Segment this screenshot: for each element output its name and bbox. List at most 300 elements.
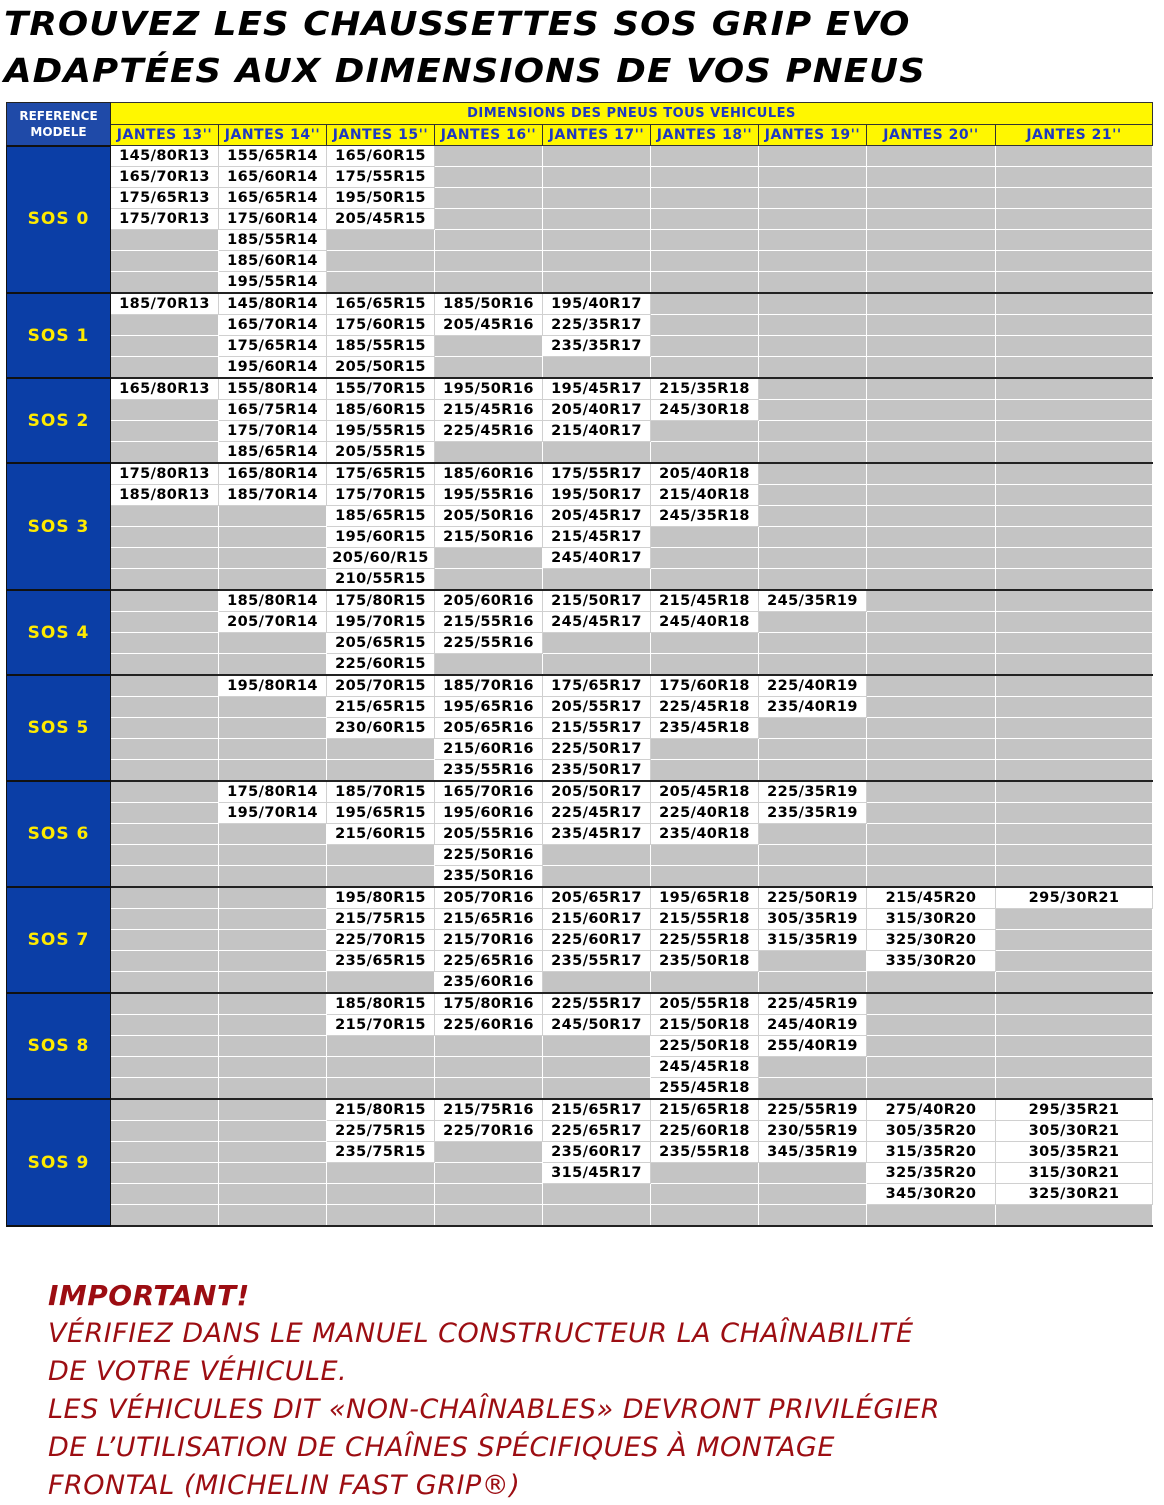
tire-size-cell: 215/65R17 [543, 1099, 651, 1121]
table-row [7, 1121, 1153, 1142]
empty-cell [867, 654, 996, 676]
tire-size-cell: 205/50R16 [435, 506, 543, 527]
tire-size-cell: 215/55R18 [651, 909, 759, 930]
tire-size-cell: 175/65R17 [543, 675, 651, 697]
tire-size-cell: 235/55R18 [651, 1142, 759, 1163]
empty-cell [651, 527, 759, 548]
tire-size-cell: 205/45R15 [327, 209, 435, 230]
empty-cell [651, 845, 759, 866]
empty-cell [651, 146, 759, 167]
empty-cell [759, 824, 867, 845]
empty-cell [219, 1184, 327, 1205]
empty-cell [996, 654, 1153, 676]
tire-size-cell: 205/50R15 [327, 357, 435, 379]
empty-cell [759, 1184, 867, 1205]
empty-cell [327, 972, 435, 994]
tire-size-cell: 215/75R16 [435, 1099, 543, 1121]
empty-cell [867, 336, 996, 357]
empty-cell [543, 230, 651, 251]
empty-cell [867, 633, 996, 654]
tire-size-cell: 165/70R14 [219, 315, 327, 336]
tire-size-cell: 245/35R19 [759, 590, 867, 612]
tire-size-cell: 235/45R18 [651, 718, 759, 739]
empty-cell [219, 718, 327, 739]
empty-cell [651, 230, 759, 251]
tire-size-cell: 315/45R17 [543, 1163, 651, 1184]
table-row [7, 188, 1153, 209]
tire-size-cell: 205/55R18 [651, 993, 759, 1015]
tire-size-cell: 195/65R15 [327, 803, 435, 824]
empty-cell [759, 760, 867, 782]
tire-size-cell: 195/55R14 [219, 272, 327, 294]
empty-cell [327, 845, 435, 866]
tire-size-cell: 230/55R19 [759, 1121, 867, 1142]
tire-size-cell: 205/65R16 [435, 718, 543, 739]
table-row [7, 548, 1153, 569]
tire-size-cell: 235/40R19 [759, 697, 867, 718]
empty-cell [111, 1057, 219, 1078]
empty-cell [111, 909, 219, 930]
empty-cell [996, 590, 1153, 612]
tire-size-cell: 195/40R17 [543, 293, 651, 315]
empty-cell [327, 739, 435, 760]
tire-size-cell: 235/55R16 [435, 760, 543, 782]
empty-cell [996, 781, 1153, 803]
tire-size-cell: 175/70R13 [111, 209, 219, 230]
tire-size-cell: 225/40R18 [651, 803, 759, 824]
empty-cell [435, 230, 543, 251]
empty-cell [435, 272, 543, 294]
rim-size-header: JANTES 16'' [435, 125, 543, 146]
empty-cell [543, 357, 651, 379]
tire-size-cell: 185/80R15 [327, 993, 435, 1015]
empty-cell [759, 1163, 867, 1184]
table-row [7, 1184, 1153, 1205]
empty-cell [435, 1142, 543, 1163]
empty-cell [996, 760, 1153, 782]
empty-cell [111, 612, 219, 633]
table-row [7, 315, 1153, 336]
empty-cell [996, 675, 1153, 697]
empty-cell [543, 1184, 651, 1205]
tire-size-cell: 165/60R14 [219, 167, 327, 188]
tire-size-cell: 225/40R19 [759, 675, 867, 697]
tire-size-cell: 175/70R15 [327, 485, 435, 506]
empty-cell [867, 1057, 996, 1078]
empty-cell [996, 718, 1153, 739]
reference-model-cell: SOS 4 [7, 590, 111, 675]
empty-cell [327, 272, 435, 294]
empty-cell [111, 506, 219, 527]
empty-cell [219, 633, 327, 654]
empty-cell [543, 569, 651, 591]
table-body [7, 146, 1153, 1227]
empty-cell [435, 146, 543, 167]
tire-size-cell: 195/55R16 [435, 485, 543, 506]
empty-cell [651, 654, 759, 676]
empty-cell [327, 1184, 435, 1205]
tire-size-cell: 195/80R14 [219, 675, 327, 697]
empty-cell [867, 972, 996, 994]
tire-size-cell: 225/70R16 [435, 1121, 543, 1142]
reference-header-line-2: MODELE [30, 124, 87, 139]
empty-cell [219, 1205, 327, 1227]
empty-cell [996, 336, 1153, 357]
empty-cell [651, 421, 759, 442]
empty-cell [219, 1078, 327, 1100]
tire-size-cell: 205/40R17 [543, 400, 651, 421]
table-row [7, 993, 1153, 1015]
tire-size-cell: 225/50R16 [435, 845, 543, 866]
tire-size-cell: 305/35R19 [759, 909, 867, 930]
empty-cell [759, 527, 867, 548]
empty-cell [111, 1142, 219, 1163]
table-row [7, 506, 1153, 527]
tire-size-table-container [6, 102, 1153, 1268]
tire-size-cell: 225/50R19 [759, 887, 867, 909]
empty-cell [111, 675, 219, 697]
empty-cell [759, 230, 867, 251]
tire-size-cell: 195/55R15 [327, 421, 435, 442]
empty-cell [219, 866, 327, 888]
empty-cell [111, 442, 219, 464]
tire-size-cell: 185/70R15 [327, 781, 435, 803]
empty-cell [111, 718, 219, 739]
empty-cell [759, 1205, 867, 1227]
empty-cell [996, 866, 1153, 888]
empty-cell [867, 251, 996, 272]
title-line-1: TROUVEZ LES CHAUSSETTES SOS GRIP EVO [4, 4, 911, 43]
empty-cell [327, 1078, 435, 1100]
empty-cell [996, 1057, 1153, 1078]
tire-size-cell: 205/45R16 [435, 315, 543, 336]
empty-cell [219, 972, 327, 994]
empty-cell [867, 188, 996, 209]
table-row [7, 209, 1153, 230]
empty-cell [651, 272, 759, 294]
empty-cell [543, 1078, 651, 1100]
tire-size-cell: 175/55R17 [543, 463, 651, 485]
reference-model-cell: SOS 8 [7, 993, 111, 1099]
tire-size-cell: 175/60R14 [219, 209, 327, 230]
tire-size-cell: 205/65R17 [543, 887, 651, 909]
important-notice [48, 1277, 1158, 1505]
empty-cell [651, 209, 759, 230]
empty-cell [867, 1036, 996, 1057]
empty-cell [543, 167, 651, 188]
notice-line-4: DE L’UTILISATION DE CHAÎNES SPÉCIFIQUES À MONTAGE [48, 1432, 835, 1463]
empty-cell [759, 654, 867, 676]
tire-size-cell: 235/60R17 [543, 1142, 651, 1163]
table-row [7, 336, 1153, 357]
tire-size-cell: 235/60R16 [435, 972, 543, 994]
empty-cell [327, 1163, 435, 1184]
empty-cell [543, 442, 651, 464]
tire-size-cell: 325/30R20 [867, 930, 996, 951]
tire-size-cell: 195/70R15 [327, 612, 435, 633]
table-row [7, 845, 1153, 866]
empty-cell [759, 336, 867, 357]
empty-cell [111, 930, 219, 951]
table-row [7, 718, 1153, 739]
tire-size-cell: 230/60R15 [327, 718, 435, 739]
empty-cell [867, 421, 996, 442]
empty-cell [651, 1163, 759, 1184]
empty-cell [867, 781, 996, 803]
empty-cell [996, 442, 1153, 464]
tire-size-cell: 175/60R15 [327, 315, 435, 336]
empty-cell [111, 887, 219, 909]
tire-size-cell: 225/75R15 [327, 1121, 435, 1142]
empty-cell [651, 251, 759, 272]
table-row [7, 485, 1153, 506]
tire-size-cell: 305/30R21 [996, 1121, 1153, 1142]
empty-cell [996, 293, 1153, 315]
empty-cell [219, 1057, 327, 1078]
empty-cell [327, 251, 435, 272]
tire-size-cell: 185/50R16 [435, 293, 543, 315]
empty-cell [543, 845, 651, 866]
tire-size-cell: 205/55R15 [327, 442, 435, 464]
empty-cell [111, 1163, 219, 1184]
empty-cell [111, 824, 219, 845]
tire-size-cell: 215/60R17 [543, 909, 651, 930]
table-row [7, 760, 1153, 782]
tire-size-cell: 175/55R15 [327, 167, 435, 188]
tire-size-cell: 165/70R13 [111, 167, 219, 188]
empty-cell [327, 760, 435, 782]
empty-cell [759, 400, 867, 421]
table-row [7, 357, 1153, 379]
tire-size-cell: 215/65R15 [327, 697, 435, 718]
tire-size-cell: 195/60R15 [327, 527, 435, 548]
tire-size-cell: 165/60R15 [327, 146, 435, 167]
reference-model-cell: SOS 7 [7, 887, 111, 993]
empty-cell [867, 146, 996, 167]
tire-size-cell: 215/55R17 [543, 718, 651, 739]
notice-line-2: DE VOTRE VÉHICULE. [48, 1356, 348, 1387]
tire-size-cell: 225/45R17 [543, 803, 651, 824]
empty-cell [759, 357, 867, 379]
tire-size-cell: 235/50R16 [435, 866, 543, 888]
page-title [4, 0, 1160, 94]
tire-size-cell: 245/45R17 [543, 612, 651, 633]
empty-cell [219, 1121, 327, 1142]
tire-size-cell: 225/70R15 [327, 930, 435, 951]
empty-cell [759, 739, 867, 760]
tire-size-cell: 215/50R18 [651, 1015, 759, 1036]
empty-cell [867, 824, 996, 845]
tire-size-cell: 205/45R18 [651, 781, 759, 803]
empty-cell [996, 209, 1153, 230]
tire-size-cell: 235/50R17 [543, 760, 651, 782]
table-row [7, 1142, 1153, 1163]
tire-size-cell: 295/30R21 [996, 887, 1153, 909]
empty-cell [111, 697, 219, 718]
tire-size-cell: 215/35R18 [651, 378, 759, 400]
tire-size-cell: 225/50R18 [651, 1036, 759, 1057]
empty-cell [111, 357, 219, 379]
empty-cell [759, 272, 867, 294]
empty-cell [219, 760, 327, 782]
empty-cell [759, 548, 867, 569]
empty-cell [996, 633, 1153, 654]
tire-size-cell: 205/70R15 [327, 675, 435, 697]
table-row [7, 612, 1153, 633]
tire-size-cell: 195/60R14 [219, 357, 327, 379]
empty-cell [435, 654, 543, 676]
empty-cell [867, 993, 996, 1015]
empty-cell [435, 1184, 543, 1205]
table-row [7, 654, 1153, 676]
table-row [7, 1036, 1153, 1057]
tire-size-cell: 225/60R17 [543, 930, 651, 951]
empty-cell [219, 548, 327, 569]
empty-cell [867, 866, 996, 888]
table-row [7, 866, 1153, 888]
empty-cell [111, 866, 219, 888]
tire-size-cell: 215/45R16 [435, 400, 543, 421]
empty-cell [759, 972, 867, 994]
empty-cell [219, 993, 327, 1015]
empty-cell [996, 188, 1153, 209]
empty-cell [867, 272, 996, 294]
reference-model-cell: SOS 5 [7, 675, 111, 781]
tire-size-cell: 185/60R14 [219, 251, 327, 272]
empty-cell [867, 506, 996, 527]
empty-cell [996, 251, 1153, 272]
tire-size-cell: 185/65R14 [219, 442, 327, 464]
tire-size-cell: 195/50R16 [435, 378, 543, 400]
empty-cell [219, 1036, 327, 1057]
empty-cell [759, 866, 867, 888]
empty-cell [996, 1036, 1153, 1057]
empty-cell [219, 930, 327, 951]
empty-cell [543, 972, 651, 994]
empty-cell [327, 866, 435, 888]
empty-cell [996, 951, 1153, 972]
reference-model-cell: SOS 1 [7, 293, 111, 378]
empty-cell [219, 824, 327, 845]
empty-cell [996, 697, 1153, 718]
tire-size-cell: 165/75R14 [219, 400, 327, 421]
empty-cell [651, 188, 759, 209]
rim-size-header: JANTES 14'' [219, 125, 327, 146]
empty-cell [543, 1057, 651, 1078]
tire-size-cell: 165/80R13 [111, 378, 219, 400]
tire-size-cell: 225/50R17 [543, 739, 651, 760]
empty-cell [219, 739, 327, 760]
tire-size-cell: 325/35R20 [867, 1163, 996, 1184]
tire-size-cell: 215/40R18 [651, 485, 759, 506]
empty-cell [996, 421, 1153, 442]
tire-size-cell: 175/60R18 [651, 675, 759, 697]
empty-cell [867, 230, 996, 251]
empty-cell [111, 1121, 219, 1142]
empty-cell [867, 845, 996, 866]
empty-cell [327, 1057, 435, 1078]
tire-size-cell: 225/65R17 [543, 1121, 651, 1142]
empty-cell [111, 1099, 219, 1121]
empty-cell [996, 972, 1153, 994]
empty-cell [111, 569, 219, 591]
empty-cell [996, 272, 1153, 294]
tire-size-cell: 205/40R18 [651, 463, 759, 485]
tire-size-cell: 210/55R15 [327, 569, 435, 591]
tire-size-cell: 295/35R21 [996, 1099, 1153, 1121]
reference-header-line-1: REFERENCE [19, 108, 98, 123]
empty-cell [996, 400, 1153, 421]
tire-size-cell: 185/60R15 [327, 400, 435, 421]
tire-size-cell: 225/45R18 [651, 697, 759, 718]
reference-model-cell: SOS 3 [7, 463, 111, 590]
tire-size-cell: 345/35R19 [759, 1142, 867, 1163]
tire-size-cell: 175/70R14 [219, 421, 327, 442]
empty-cell [867, 569, 996, 591]
empty-cell [651, 569, 759, 591]
empty-cell [543, 146, 651, 167]
empty-cell [219, 1142, 327, 1163]
reference-model-header [7, 103, 111, 146]
tire-size-cell: 255/45R18 [651, 1078, 759, 1100]
empty-cell [111, 951, 219, 972]
empty-cell [651, 315, 759, 336]
notice-line-5: FRONTAL (MICHELIN FAST GRIP®) [48, 1470, 521, 1501]
empty-cell [543, 1205, 651, 1227]
empty-cell [651, 167, 759, 188]
rim-size-header: JANTES 21'' [996, 125, 1153, 146]
reference-model-cell: SOS 2 [7, 378, 111, 463]
tire-size-cell: 195/80R15 [327, 887, 435, 909]
empty-cell [759, 167, 867, 188]
table-row [7, 146, 1153, 167]
tire-size-cell: 205/45R17 [543, 506, 651, 527]
table-row [7, 569, 1153, 591]
tire-size-cell: 165/65R15 [327, 293, 435, 315]
empty-cell [996, 739, 1153, 760]
tire-size-cell: 185/70R14 [219, 485, 327, 506]
tire-size-cell: 145/80R14 [219, 293, 327, 315]
notice-line-3: LES VÉHICULES DIT «NON-CHAÎNABLES» DEVRONT PRIVILÉGIER [48, 1394, 941, 1425]
tire-size-cell: 215/65R18 [651, 1099, 759, 1121]
empty-cell [435, 251, 543, 272]
empty-cell [996, 612, 1153, 633]
empty-cell [111, 527, 219, 548]
empty-cell [759, 421, 867, 442]
empty-cell [543, 633, 651, 654]
empty-cell [759, 315, 867, 336]
tire-size-cell: 195/45R17 [543, 378, 651, 400]
empty-cell [219, 1099, 327, 1121]
empty-cell [867, 293, 996, 315]
rim-size-header-row [7, 125, 1153, 146]
tire-size-cell: 185/70R13 [111, 293, 219, 315]
empty-cell [651, 972, 759, 994]
empty-cell [111, 251, 219, 272]
empty-cell [996, 909, 1153, 930]
empty-cell [111, 590, 219, 612]
rim-size-header: JANTES 17'' [543, 125, 651, 146]
tire-size-cell: 205/60/R15 [327, 548, 435, 569]
empty-cell [111, 315, 219, 336]
empty-cell [996, 1205, 1153, 1227]
empty-cell [651, 1184, 759, 1205]
empty-cell [111, 972, 219, 994]
empty-cell [651, 739, 759, 760]
empty-cell [867, 315, 996, 336]
empty-cell [759, 951, 867, 972]
tire-size-cell: 315/35R19 [759, 930, 867, 951]
